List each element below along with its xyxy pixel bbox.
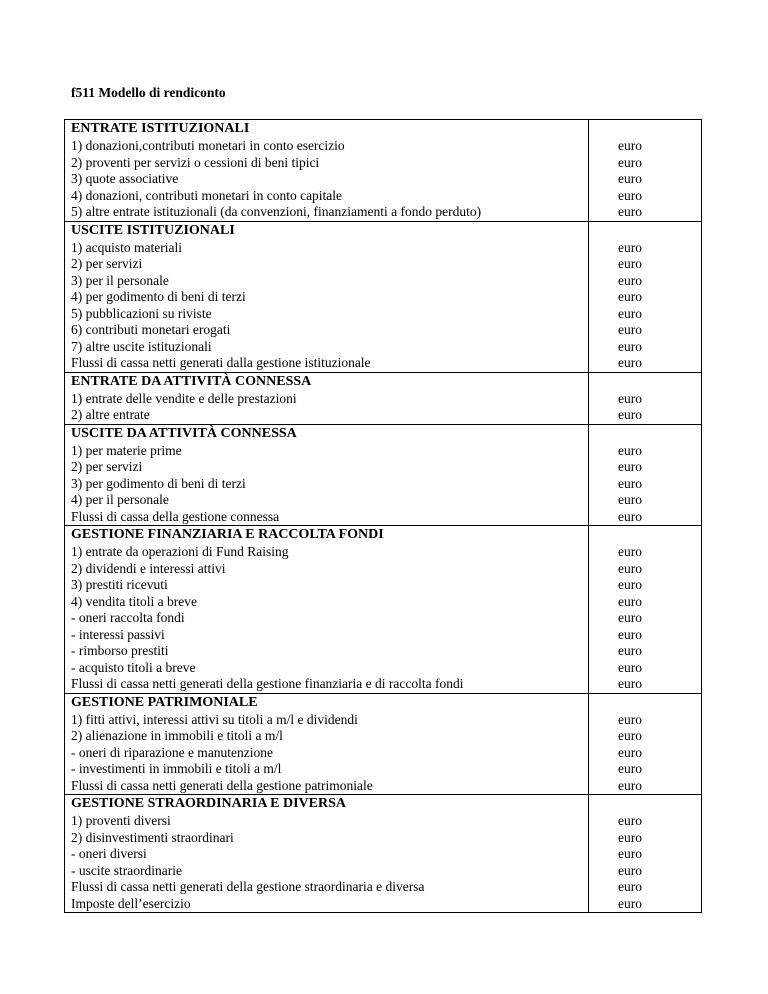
row-label: 6) contributi monetari erogati: [71, 322, 231, 337]
row-label: Flussi di cassa netti generati dalla gestione istituzionale: [71, 355, 371, 370]
currency-header-spacer: [618, 373, 701, 391]
row-label: 4) vendita titoli a breve: [71, 593, 197, 609]
row-currency: euro: [618, 610, 642, 625]
row-label: 2) per servizi: [71, 459, 143, 474]
section-labels: [65, 795, 589, 912]
row-currency: euro: [618, 322, 642, 337]
row-label: 4) per il personale: [71, 492, 169, 507]
row-currency: euro: [618, 338, 642, 354]
row-label: 2) proventi per servizi o cessioni di beni tipici: [71, 154, 320, 170]
currency-header-spacer: [618, 222, 701, 240]
row-currency: euro: [618, 544, 642, 559]
row-label: 3) prestiti ricevuti: [71, 577, 168, 592]
row-currency: euro: [618, 355, 642, 370]
section-currency: [589, 222, 701, 372]
section-header: GESTIONE STRAORDINARIA E DIVERSA: [71, 796, 347, 811]
row-currency: euro: [618, 744, 642, 760]
row-currency: euro: [618, 459, 642, 474]
row-currency: euro: [618, 407, 642, 422]
section-header: ENTRATE DA ATTIVITÀ CONNESSA: [71, 373, 312, 389]
row-currency: euro: [618, 204, 642, 219]
row-label: 1) per materie prime: [71, 442, 182, 458]
section-header: USCITE DA ATTIVITÀ CONNESSA: [71, 425, 297, 441]
row-label: 5) pubblicazioni su riviste: [71, 305, 212, 321]
row-label: 1) acquisto materiali: [71, 239, 182, 255]
row-label: 2) disinvestimenti straordinari: [71, 829, 234, 845]
row-currency: euro: [618, 154, 642, 170]
row-label: 7) altre uscite istituzionali: [71, 338, 212, 354]
section-currency: [589, 694, 701, 795]
table-section: [65, 221, 701, 372]
row-label: Flussi di cassa netti generati della gestione straordinaria e diversa: [71, 879, 425, 894]
row-currency: euro: [618, 659, 642, 675]
row-label: - uscite straordinarie: [71, 862, 182, 878]
currency-header-spacer: [618, 425, 701, 443]
section-currency: [589, 425, 701, 526]
row-currency: euro: [618, 676, 642, 691]
section-currency: [589, 526, 701, 693]
section-header: ENTRATE ISTITUZIONALI: [71, 121, 250, 136]
row-label: Flussi di cassa netti generati della gestione finanziaria e di raccolta fondi: [71, 676, 464, 691]
section-header: GESTIONE PATRIMONIALE: [71, 694, 258, 710]
row-label: 3) quote associative: [71, 171, 179, 186]
row-label: 2) per servizi: [71, 256, 143, 271]
row-currency: euro: [618, 289, 642, 304]
row-currency: euro: [618, 728, 642, 743]
section-currency: [589, 373, 701, 424]
row-label: 1) fitti attivi, interessi attivi su titoli a m/l e dividendi: [71, 711, 358, 727]
row-label: - rimborso prestiti: [71, 643, 169, 658]
row-currency: euro: [618, 171, 642, 186]
section-labels: [65, 694, 589, 795]
row-label: 2) dividendi e interessi attivi: [71, 560, 226, 576]
row-currency: euro: [618, 256, 642, 271]
currency-header-spacer: [618, 120, 701, 138]
row-label: Flussi di cassa della gestione connessa: [71, 508, 280, 524]
table-section: [65, 120, 701, 221]
row-label: 3) per il personale: [71, 272, 169, 288]
row-currency: euro: [618, 846, 642, 861]
row-label: 2) alienazione in immobili e titoli a m/l: [71, 728, 283, 743]
row-currency: euro: [618, 777, 642, 793]
row-label: 2) altre entrate: [71, 407, 150, 422]
row-label: 4) donazioni, contributi monetari in conto capitale: [71, 187, 343, 203]
table-section: [65, 424, 701, 526]
row-currency: euro: [618, 239, 642, 255]
section-header: GESTIONE FINANZIARIA E RACCOLTA FONDI: [71, 527, 384, 542]
section-currency: [589, 795, 701, 912]
row-currency: euro: [618, 272, 642, 288]
section-labels: [65, 425, 589, 526]
row-currency: euro: [618, 305, 642, 321]
section-labels: [65, 373, 589, 424]
row-currency: euro: [618, 475, 642, 491]
row-currency: euro: [618, 862, 642, 878]
row-label: 4) per godimento di beni di terzi: [71, 289, 246, 304]
row-currency: euro: [618, 829, 642, 845]
row-currency: euro: [618, 492, 642, 507]
row-currency: euro: [618, 593, 642, 609]
row-label: - investimenti in immobili e titoli a m/l: [71, 761, 282, 776]
row-label: - acquisto titoli a breve: [71, 659, 196, 675]
row-label: - oneri raccolta fondi: [71, 610, 185, 625]
row-currency: euro: [618, 187, 642, 203]
report-table: [64, 119, 702, 913]
row-label: - oneri di riparazione e manutenzione: [71, 744, 274, 760]
row-currency: euro: [618, 711, 642, 727]
row-label: - oneri diversi: [71, 846, 147, 861]
currency-header-spacer: [618, 526, 701, 544]
row-label: 1) donazioni,contributi monetari in conto esercizio: [71, 138, 345, 153]
section-labels: [65, 526, 589, 693]
row-currency: euro: [618, 560, 642, 576]
row-currency: euro: [618, 390, 642, 406]
section-currency: [589, 120, 701, 221]
row-currency: euro: [618, 813, 642, 828]
row-currency: euro: [618, 895, 642, 911]
row-currency: euro: [618, 442, 642, 458]
document-title: f511 Modello di rendiconto: [71, 85, 226, 100]
table-section: [65, 794, 701, 912]
row-currency: euro: [618, 626, 642, 642]
row-label: 5) altre entrate istituzionali (da convenzioni, finanziamenti a fondo perduto): [71, 204, 482, 219]
row-label: 3) per godimento di beni di terzi: [71, 475, 246, 491]
section-header: USCITE ISTITUZIONALI: [71, 222, 235, 238]
row-currency: euro: [618, 879, 642, 894]
currency-header-spacer: [618, 795, 701, 813]
section-labels: [65, 120, 589, 221]
row-label: 1) proventi diversi: [71, 813, 171, 828]
row-label: Imposte dell’esercizio: [71, 895, 191, 911]
table-section: [65, 693, 701, 795]
table-section: [65, 372, 701, 424]
currency-header-spacer: [618, 694, 701, 712]
row-label: Flussi di cassa netti generati della gestione patrimoniale: [71, 777, 373, 793]
row-label: 1) entrate delle vendite e delle prestazioni: [71, 390, 297, 406]
row-currency: euro: [618, 577, 642, 592]
table-section: [65, 525, 701, 693]
row-label: 1) entrate da operazioni di Fund Raising: [71, 544, 289, 559]
section-labels: [65, 222, 589, 372]
row-currency: euro: [618, 508, 642, 524]
row-currency: euro: [618, 138, 642, 153]
row-currency: euro: [618, 761, 642, 776]
row-currency: euro: [618, 643, 642, 658]
row-label: - interessi passivi: [71, 626, 165, 642]
